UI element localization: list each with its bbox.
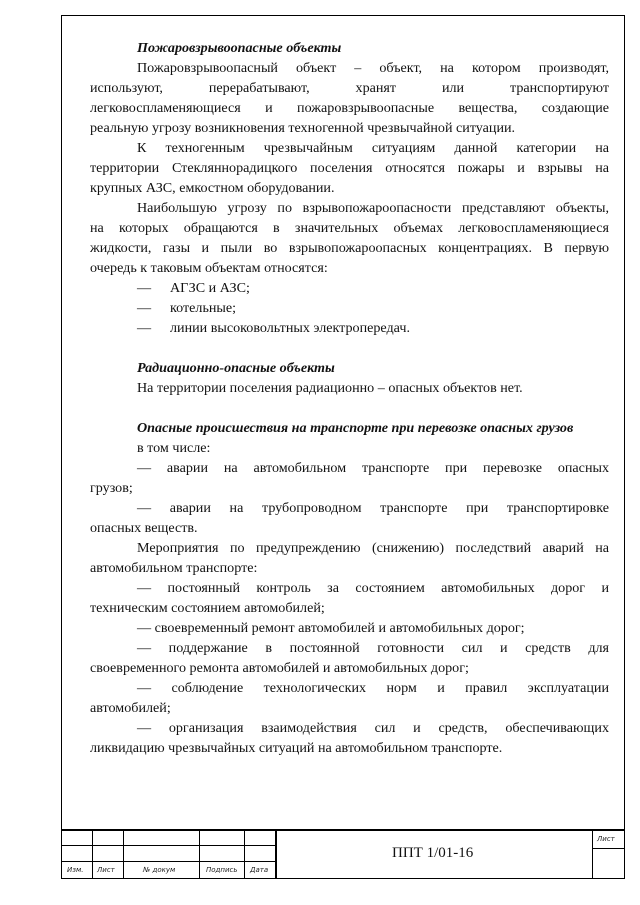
section-title-radiation: Радиационно-опасные объекты bbox=[137, 360, 335, 376]
list-item-line: автомобилей; bbox=[90, 700, 171, 716]
list-item-line: техническим состоянием автомобилей; bbox=[90, 600, 325, 616]
dash-marker: — bbox=[137, 320, 152, 336]
paragraph-line: автомобильном транспорте: bbox=[90, 560, 258, 576]
document-body bbox=[90, 38, 609, 758]
stamp-label-signature: Подпись bbox=[206, 866, 238, 874]
list-item-line: — постоянный контроль за состоянием автомобильных дорог и bbox=[137, 580, 609, 596]
paragraph-line: Мероприятия по предупреждению (снижению) последствий аварий на bbox=[137, 540, 609, 556]
paragraph-line: реальную угрозу возникновения техногенной чрезвычайной ситуации. bbox=[90, 120, 516, 136]
paragraph-line: на которых обращаются в значительных объемах легковоспламеняющиеся bbox=[90, 220, 609, 236]
paragraph-line: очередь к таковым объектам относятся: bbox=[90, 260, 328, 276]
list-item bbox=[90, 318, 609, 338]
stamp-sheet-line bbox=[592, 848, 625, 849]
stamp-col-line bbox=[275, 829, 277, 879]
paragraph-line: К техногенным чрезвычайным ситуациям данной категории на bbox=[137, 140, 609, 156]
stamp-col-line bbox=[592, 829, 593, 879]
title-block-stamp bbox=[61, 829, 625, 879]
list-item-text: линии высоковольтных электропередач. bbox=[170, 320, 410, 336]
list-item-line: — поддержание в постоянной готовности сил и средств для bbox=[137, 640, 609, 656]
dash-marker: — bbox=[137, 300, 152, 316]
paragraph-line: жидкости, газы и пыли во взрывопожароопасных концентрациях. В первую bbox=[90, 240, 609, 256]
list-item-text: котельные; bbox=[170, 300, 237, 316]
paragraph-line: территории Стекляннорадицкого поселения относятся пожары и взрывы на bbox=[90, 160, 609, 176]
list-item bbox=[90, 298, 609, 318]
list-item-line: опасных веществ. bbox=[90, 520, 198, 536]
stamp-col-line bbox=[123, 829, 124, 879]
list-item-text: АГЗС и АЗС; bbox=[170, 280, 250, 296]
section-title-transport: Опасные происшествия на транспорте при перевозке опасных грузов bbox=[137, 420, 574, 436]
paragraph-line: легковоспламеняющиеся и пожаровзрывоопасные вещества, создающие bbox=[90, 100, 609, 116]
list-item-line: ликвидацию чрезвычайных ситуаций на автомобильном транспорте. bbox=[90, 740, 503, 756]
paragraph-line: в том числе: bbox=[137, 440, 211, 456]
paragraph-line: На территории поселения радиационно – опасных объектов нет. bbox=[137, 380, 523, 396]
document-code: ППТ 1/01-16 bbox=[392, 845, 474, 861]
paragraph-line: используют, перерабатывают, хранят или транспортируют bbox=[90, 80, 609, 96]
list-item-line: — организация взаимодействия сил и средств, обеспечивающих bbox=[137, 720, 609, 736]
stamp-top-border bbox=[61, 829, 625, 831]
paragraph-line: Наибольшую угрозу по взрывопожароопасности представляют объекты, bbox=[137, 200, 609, 216]
paragraph-line: Пожаровзрывоопасный объект – объект, на котором производят, bbox=[137, 60, 609, 76]
stamp-col-line bbox=[199, 829, 200, 879]
stamp-label-doc-number: № докум bbox=[143, 866, 176, 874]
paragraph-line: крупных АЗС, емкостном оборудовании. bbox=[90, 180, 335, 196]
stamp-col-line bbox=[92, 829, 93, 879]
list-item-line: — соблюдение технологических норм и правил эксплуатации bbox=[137, 680, 609, 696]
list-item-line: грузов; bbox=[90, 480, 133, 496]
list-item-line: своевременного ремонта автомобилей и автомобильных дорог; bbox=[90, 660, 469, 676]
list-item-line: — аварии на автомобильном транспорте при перевозке опасных bbox=[137, 460, 609, 476]
stamp-col-line bbox=[244, 829, 245, 879]
list-item-line: — аварии на трубопроводном транспорте при транспортировке bbox=[137, 500, 609, 516]
section-title-fire: Пожаровзрывоопасные объекты bbox=[137, 40, 342, 56]
stamp-label-date: Дата bbox=[250, 866, 269, 874]
dash-marker: — bbox=[137, 280, 152, 296]
list-item bbox=[90, 278, 609, 298]
stamp-sheet-label: Лист bbox=[597, 835, 615, 843]
list-item-line: — своевременный ремонт автомобилей и автомобильных дорог; bbox=[137, 620, 525, 636]
stamp-label-change: Изм. bbox=[67, 866, 84, 874]
stamp-label-sheet: Лист bbox=[97, 866, 115, 874]
